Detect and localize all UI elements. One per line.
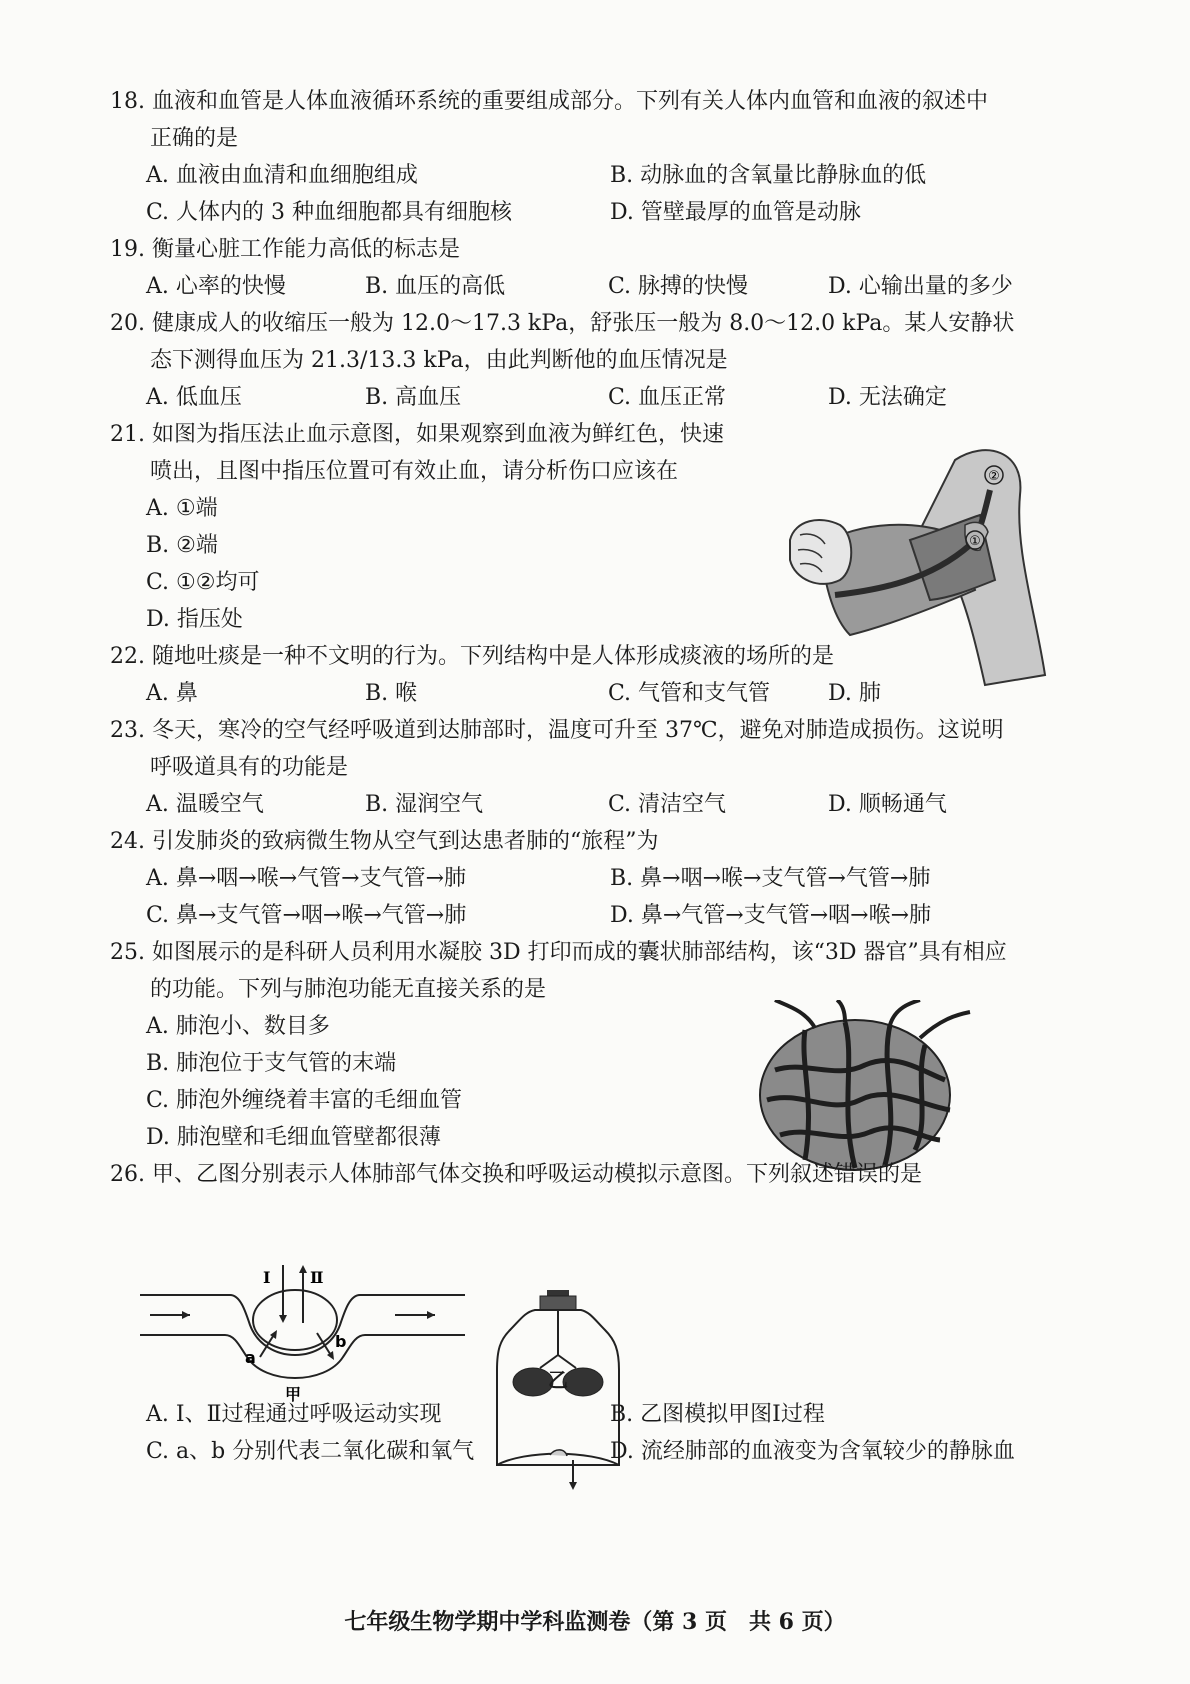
q25-option-b: B. 肺泡位于支气管的末端 — [146, 1051, 397, 1076]
q18-option-a: A. 血液由血清和血细胞组成 — [146, 163, 418, 188]
q19-option-c: C. 脉搏的快慢 — [608, 274, 749, 299]
fig-label-i: Ⅰ — [263, 1268, 271, 1287]
q18-option-d: D. 管壁最厚的血管是动脉 — [610, 200, 861, 225]
q24-stem: 24. 引发肺炎的致病微生物从空气到达患者肺的“旅程”为 — [110, 829, 659, 854]
fig-label-a: a — [245, 1348, 256, 1367]
q21-stem-line2: 喷出，且图中指压位置可有效止血，请分析伤口应该在 — [150, 459, 679, 484]
q23-option-d: D. 顺畅通气 — [828, 792, 947, 817]
q19-option-a: A. 心率的快慢 — [146, 274, 286, 299]
q24-option-d: D. 鼻→气管→支气管→咽→喉→肺 — [610, 903, 932, 928]
q20-option-b: B. 高血压 — [365, 385, 462, 410]
q20-stem-line1: 20. 健康成人的收缩压一般为 12.0～17.3 kPa，舒张压一般为 8.0～12.0 kPa。某人安静状 — [110, 311, 1015, 336]
q23-option-b: B. 湿润空气 — [365, 792, 484, 817]
q21-option-d: D. 指压处 — [146, 607, 243, 632]
fig-label-ii: Ⅱ — [310, 1268, 324, 1287]
q21-stem-line1: 21. 如图为指压法止血示意图，如果观察到血液为鲜红色，快速 — [110, 422, 724, 447]
q21-option-a: A. ①端 — [146, 496, 218, 521]
q20-stem-line2: 态下测得血压为 21.3/13.3 kPa，由此判断他的血压情况是 — [150, 348, 728, 373]
q24-option-b: B. 鼻→咽→喉→支气管→气管→肺 — [610, 866, 931, 891]
gas-exchange-figure-jia — [135, 1265, 475, 1405]
fig-label-2: ② — [988, 469, 1000, 484]
q19-option-d: D. 心输出量的多少 — [828, 274, 1013, 299]
q22-option-d: D. 肺 — [828, 681, 881, 706]
q20-option-d: D. 无法确定 — [828, 385, 947, 410]
q18-stem-line1: 18. 血液和血管是人体血液循环系统的重要组成部分。下列有关人体内血管和血液的叙述中 — [110, 89, 988, 114]
q24-option-a: A. 鼻→咽→喉→气管→支气管→肺 — [146, 866, 467, 891]
q18-stem-line2: 正确的是 — [150, 126, 239, 151]
q20-option-a: A. 低血压 — [146, 385, 242, 410]
q20-option-c: C. 血压正常 — [608, 385, 727, 410]
q23-option-c: C. 清洁空气 — [608, 792, 727, 817]
q26-option-a: A. Ⅰ、Ⅱ过程通过呼吸运动实现 — [146, 1402, 442, 1427]
breathing-model-figure-yi — [495, 1290, 625, 1500]
q19-stem: 19. 衡量心脏工作能力高低的标志是 — [110, 237, 460, 262]
q22-option-b: B. 喉 — [365, 681, 418, 706]
page-footer: 七年级生物学期中学科监测卷（第 3 页 共 6 页） — [344, 1609, 846, 1635]
q25-stem-line1: 25. 如图展示的是科研人员利用水凝胶 3D 打印而成的囊状肺部结构，该“3D 器官”具有相应 — [110, 940, 1007, 965]
q23-stem-line2: 呼吸道具有的功能是 — [150, 755, 349, 780]
fig-label-1: ① — [969, 534, 981, 549]
q26-option-c: C. a、b 分别代表二氧化碳和氧气 — [146, 1439, 475, 1464]
q24-option-c: C. 鼻→支气管→咽→喉→气管→肺 — [146, 903, 467, 928]
q22-option-a: A. 鼻 — [146, 681, 198, 706]
q22-option-c: C. 气管和支气管 — [608, 681, 771, 706]
q18-option-b: B. 动脉血的含氧量比静脉血的低 — [610, 163, 927, 188]
fig-label-jia: 甲 — [285, 1385, 302, 1404]
q23-stem-line1: 23. 冬天，寒冷的空气经呼吸道到达肺部时，温度可升至 37℃，避免对肺造成损伤。这说明 — [110, 718, 1004, 743]
q25-option-a: A. 肺泡小、数目多 — [146, 1014, 330, 1039]
q25-stem-line2: 的功能。下列与肺泡功能无直接关系的是 — [150, 977, 547, 1002]
q21-option-c: C. ①②均可 — [146, 570, 260, 595]
q25-option-c: C. 肺泡外缠绕着丰富的毛细血管 — [146, 1088, 463, 1113]
q23-option-a: A. 温暖空气 — [146, 792, 264, 817]
q21-option-b: B. ②端 — [146, 533, 218, 558]
q26-option-b: B. 乙图模拟甲图Ⅰ过程 — [610, 1402, 825, 1427]
q25-option-d: D. 肺泡壁和毛细血管壁都很薄 — [146, 1125, 441, 1150]
q26-stem: 26. 甲、乙图分别表示人体肺部气体交换和呼吸运动模拟示意图。下列叙述错误的是 — [110, 1162, 922, 1187]
3d-alveolus-figure — [745, 1000, 975, 1175]
q26-option-d: D. 流经肺部的血液变为含氧较少的静脉血 — [610, 1439, 1015, 1464]
q18-option-c: C. 人体内的 3 种血细胞都具有细胞核 — [146, 200, 513, 225]
q22-stem: 22. 随地吐痰是一种不文明的行为。下列结构中是人体形成痰液的场所的是 — [110, 644, 834, 669]
fig-label-b: b — [335, 1332, 347, 1351]
q19-option-b: B. 血压的高低 — [365, 274, 506, 299]
fig-label-yi: 乙 — [548, 1368, 568, 1392]
